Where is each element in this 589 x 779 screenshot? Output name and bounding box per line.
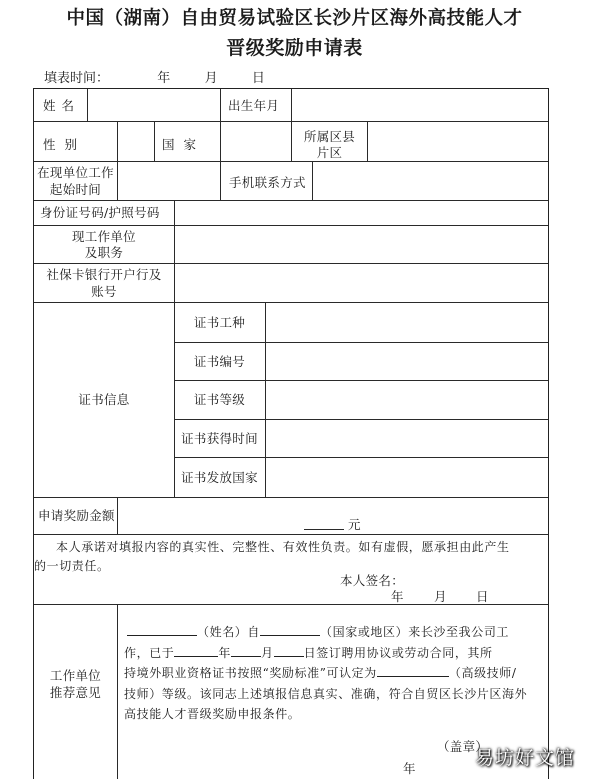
recommend-para-line2: 作，已于 年 月 日签订聘用协议或劳动合同，其所 [124,642,493,664]
label-cert-info: 证书信息 [78,392,130,407]
label-bank-line1: 社保卡银行开户行及 [46,267,162,282]
label-start-line2: 起始时间 [49,182,102,197]
fill-time-day: 日 [251,71,265,86]
pledge-day: 日 [476,589,489,604]
recommend-seal: （盖章） [437,739,489,754]
label-cert-no: 证书编号 [193,354,246,369]
recommend-para-line4: 技师）等级。该同志上述填报信息真实、准确，符合自贸区长沙片区海外 [124,687,528,701]
pledge-line1: 本人承诺对填报内容的真实性、完整性、有效性负责。如有虚假，愿承担由此产生 [56,540,510,554]
label-cert-level: 证书等级 [193,392,246,407]
label-unit-line1: 现工作单位 [71,229,136,244]
recommend-para-line3: 持境外职业资格证书按照“奖励标准”可认定为 （高级技师/ [124,662,517,684]
pledge-line2: 的一切责任。 [34,559,110,573]
label-cert-type: 证书工种 [193,315,246,330]
label-country: 国家 [162,137,206,152]
pledge-year: 年 [391,589,404,604]
label-name: 姓名 [43,98,81,113]
label-birth: 出生年月 [228,98,280,113]
fill-time [44,67,265,86]
fill-time-month: 月 [204,71,218,86]
label-bank-line2: 账号 [91,284,117,299]
label-district-line2: 片区 [316,145,343,160]
label-amount-unit: 元 [348,517,361,532]
recommend-para-line1: （姓名）自 （国家或地区）来长沙至我公司工 [127,621,509,643]
label-id-passport: 身份证号码/护照号码 [40,205,160,220]
form-title-line1: 中国（湖南）自由贸易试验区长沙片区海外高技能人才 [66,8,523,29]
pledge-month: 月 [434,589,447,604]
recommend-year: 年 [403,761,416,776]
label-amount: 申请奖励金额 [38,508,115,523]
fill-time-label: 填表时间： [44,71,110,86]
label-cert-time: 证书获得时间 [181,431,258,446]
label-cert-country: 证书发放国家 [181,470,258,485]
recommend-label-line2: 推荐意见 [49,685,102,700]
recommend-label-line1: 工作单位 [49,668,102,683]
form-title-line2: 晋级奖励申请表 [226,37,363,59]
label-district-line1: 所属区县 [303,129,356,144]
label-unit-line2: 及职务 [84,245,124,260]
label-gender: 性别 [43,137,87,152]
pledge-sign: 本人签名： [340,573,405,588]
recommend-para-line5: 高技能人才晋级奖励申报条件。 [124,707,301,721]
label-start-line1: 在现单位工作 [37,165,114,180]
application-form [33,88,549,779]
label-phone: 手机联系方式 [229,175,306,190]
watermark-text: 易坊好文馆 [474,747,575,769]
fill-time-year: 年 [157,71,171,86]
